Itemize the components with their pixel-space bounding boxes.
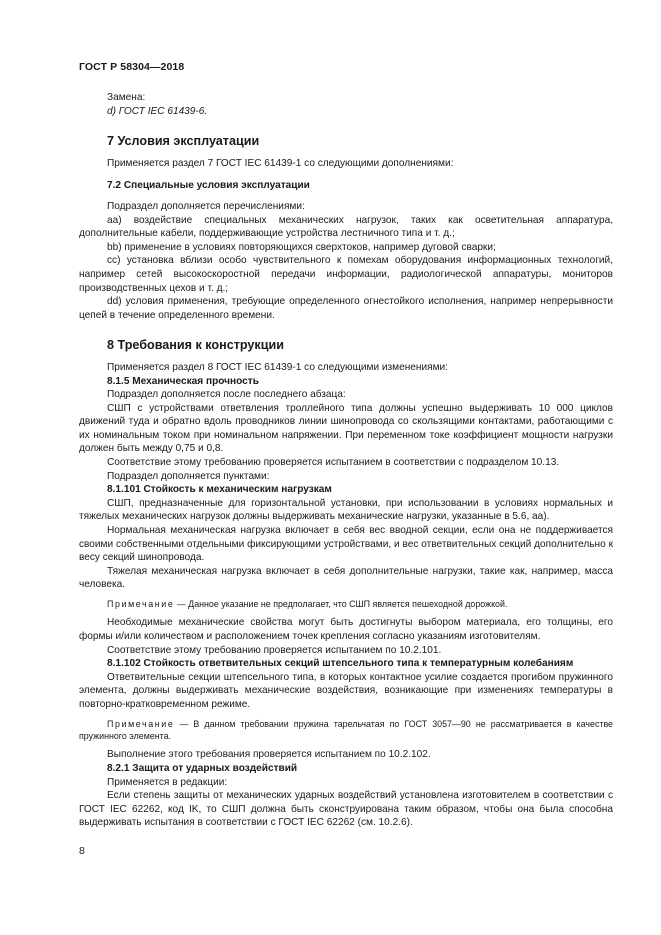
paragraph: СШП с устройствами ответвления троллейного типа должны успешно выдерживать 10 000 циклов движений туда и обратно вдоль проводников линии шинопровода со скользящими контактами, работающими с их номинальным током при номинальном напряжении. При переменном токе коэффициент мощности нагрузки должен быть между 0,75 и 0,8. <box>79 402 613 455</box>
paragraph: Если степень защиты от механических ударных воздействий установлена изготовителем в соответствии с ГОСТ IEC 62262, код IK, то СШП должна быть сконструирована таким образом, чтобы она была способна выдерживать испытания в соответствии с ГОСТ IEC 62262 (см. 10.2.6). <box>79 790 613 829</box>
section-8-1-101-title: 8.1.101 Стойкость к механическим нагрузкам <box>107 484 332 496</box>
paragraph: Нормальная механическая нагрузка включает в себя вес вводной секции, если она не поддерживается своими собственными отдельными фиксирующими устройствами, и вес ответвительных секций дополнительно к весу секций шинопровода. <box>79 525 613 564</box>
paragraph: Подраздел дополняется после последнего абзаца: <box>107 389 346 401</box>
note-text: — Данное указание не предполагает, что СШП является пешеходной дорожкой. <box>174 599 508 609</box>
note-2 <box>79 718 613 743</box>
list-item-cc: cc) установка вблизи особо чувствительного к помехам оборудования информационных технологий, например сетей высокоскоростной передачи информации, радиологической аппаратуры, мониторов производственных цехов и т. д.; <box>79 255 613 294</box>
note-text: — В данном требовании пружина тарельчатая по ГОСТ 3057—90 не рассматривается в качестве пружинного элемента. <box>79 718 613 741</box>
section-8-1-102-title: 8.1.102 Стойкость ответвительных секций штепсельного типа к температурным колебаниям <box>107 658 574 670</box>
paragraph: Необходимые механические свойства могут быть достигнуты выбором материала, его толщины, его формы и/или количеством и расположением точек крепления согласно указаниям изготовителям. <box>79 617 613 642</box>
paragraph: СШП, предназначенные для горизонтальной установки, при использовании в условиях нормальных и тяжелых механических нагрузок должны выдерживать механические нагрузки, указанные в 5.6, аа). <box>79 497 613 523</box>
note-1 <box>79 598 613 610</box>
list-item-aa: аа) воздействие специальных механических нагрузок, таких как осветительная аппаратура, дополнительные кабели, поддерживающие устройства лестничного типа и т. д.; <box>79 214 613 240</box>
document-id-header: ГОСТ Р 58304—2018 <box>79 61 185 73</box>
section-7-2-title: 7.2 Специальные условия эксплуатации <box>107 180 310 192</box>
paragraph: Подраздел дополняется перечислениями: <box>107 200 305 212</box>
list-item-bb: bb) применение в условиях повторяющихся сверхтоков, например дуговой сварки; <box>107 241 496 253</box>
paragraph: Соответствие этому требованию проверяется испытанием по 10.2.101. <box>107 644 442 656</box>
section-8-title: 8 Требования к конструкции <box>107 338 284 353</box>
section-8-2-1-title: 8.2.1 Защита от ударных воздействий <box>107 762 298 774</box>
paragraph: Выполнение этого требования проверяется испытанием по 10.2.102. <box>107 749 431 761</box>
section-8-intro: Применяется раздел 8 ГОСТ IEC 61439-1 со следующими изменениями: <box>107 361 448 373</box>
section-8-1-5-title: 8.1.5 Механическая прочность <box>107 375 259 387</box>
paragraph: Соответствие этому требованию проверяется испытанием в соответствии с подразделом 10.13. <box>107 457 560 469</box>
paragraph: Ответвительные секции штепсельного типа, в которых контактное усилие создается прогибом пружинного элемента, должны выдерживать механические воздействия, возникающие при изменениях температуры в повторно-кратковременном режиме. <box>79 671 613 710</box>
page-number: 8 <box>79 845 85 857</box>
note-label: Примечание <box>107 599 175 609</box>
section-7-title: 7 Условия эксплуатации <box>107 134 260 149</box>
paragraph: Тяжелая механическая нагрузка включает в себя дополнительные нагрузки, такие как, например, масса человека. <box>79 565 613 591</box>
page-content <box>79 91 613 830</box>
replace-label: Замена: <box>107 92 146 103</box>
replace-value: d) ГОСТ IEC 61439-6. <box>107 105 208 117</box>
list-item-dd: dd) условия применения, требующие определенного огнестойкого исполнения, например непрерывности цепей в течение определенного времени. <box>79 296 613 321</box>
paragraph: Подраздел дополняется пунктами: <box>107 470 270 482</box>
note-label: Примечание <box>107 718 175 729</box>
paragraph: Применяется в редакции: <box>107 776 228 788</box>
section-7-intro: Применяется раздел 7 ГОСТ IEC 61439-1 со следующими дополнениями: <box>107 157 454 169</box>
